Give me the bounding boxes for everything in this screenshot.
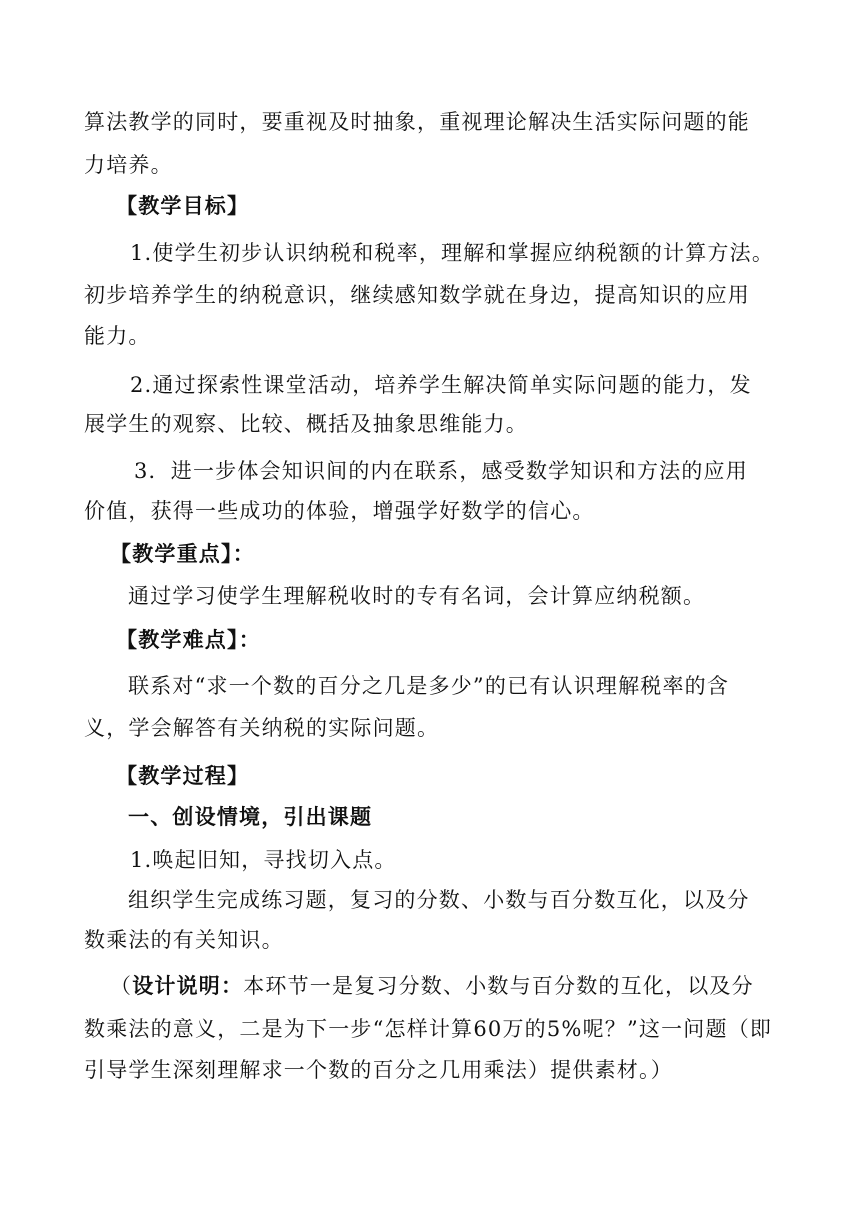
design-note-line [110,970,754,1000]
design-note-line: 引导学生深刻理解求一个数的百分之几用乘法）提供素材。） [84,1058,673,1082]
goals-heading: 【教学目标】 [116,194,250,218]
paragraph-line: 力培养。 [84,153,173,177]
step-text-line: 组织学生完成练习题，复习的分数、小数与百分数互化，以及分 [128,888,750,912]
goal-line: 3．进一步体会知识间的内在联系，感受数学知识和方法的应用 [134,459,748,483]
goal-line: 价值，获得一些成功的体验，增强学好数学的信心。 [84,499,595,523]
paragraph-line: 算法教学的同时，要重视及时抽象，重视理论解决生活实际问题的能 [84,110,750,134]
goal-line: 初步培养学生的纳税意识，继续感知数学就在身边，提高知识的应用 [84,283,750,307]
design-note-text: 本环节一是复习分数、小数与百分数的互化，以及分 [243,974,754,998]
step-text-line: 数乘法的有关知识。 [84,928,284,952]
key-points-text: 通过学习使学生理解税收时的专有名词，会计算应纳税额。 [128,584,706,608]
design-note-line: 数乘法的意义，二是为下一步“怎样计算60万的5%呢？”这一问题（即 [84,1017,773,1041]
difficult-points-line: 联系对“求一个数的百分之几是多少”的已有认识理解税率的含 [128,674,730,698]
process-heading: 【教学过程】 [116,764,250,788]
difficult-points-line: 义，学会解答有关纳税的实际问题。 [84,716,440,740]
goal-line: 1.使学生初步认识纳税和税率，理解和掌握应纳税额的计算方法。 [130,241,775,265]
goal-line: 展学生的观察、比较、概括及抽象思维能力。 [84,412,528,436]
goal-line: 能力。 [84,324,151,348]
step-heading: 1.唤起旧知，寻找切入点。 [130,848,397,872]
goal-line: 2.通过探索性课堂活动，培养学生解决简单实际问题的能力，发 [130,373,752,397]
section-heading: 一、创设情境，引出课题 [128,805,373,829]
design-note-label: 设计说明： [132,974,244,998]
difficult-points-heading: 【教学难点】： [116,628,261,652]
key-points-heading: 【教学重点】： [110,542,255,566]
design-note-open: （ [110,974,133,998]
